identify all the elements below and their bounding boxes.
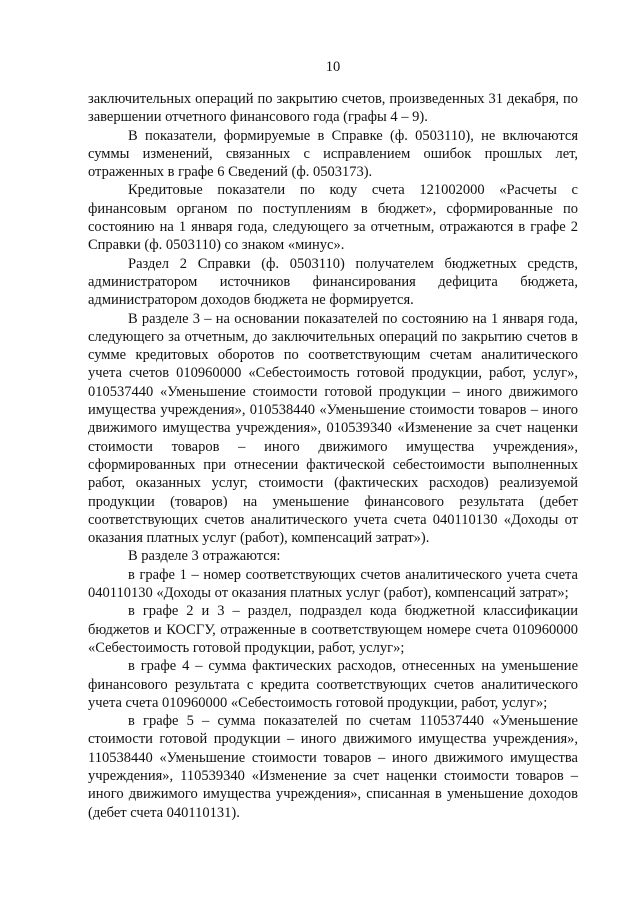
paragraph: Кредитовые показатели по коду счета 121002000 «Расчеты с финансовым органом по поступлениям в бюджет», сформированные по состоянию на 1 января года, следующего за отчетным, отражаются в графе 2 Справки (ф. 0503110) со знаком «минус». xyxy=(88,182,578,254)
paragraph: в графе 4 – сумма фактических расходов, отнесенных на уменьшение финансового результата с кредита соответствующих счетов аналитического учета счета 010960000 «Себестоимость готовой продукции, работ, услуг»; xyxy=(88,658,578,711)
paragraph: В показатели, формируемые в Справке (ф. 0503110), не включаются суммы изменений, связанных с исправлением ошибок прошлых лет, отраженных в графе 6 Сведений (ф. 0503173). xyxy=(88,127,578,181)
paragraph: В разделе 3 отражаются: xyxy=(128,548,281,565)
paragraph-continuation: заключительных операций по закрытию счетов, произведенных 31 декабря, по завершении отчетного финансового года (графы 4 – 9). xyxy=(88,91,578,126)
paragraph: Раздел 2 Справки (ф. 0503110) получателем бюджетных средств, администратором источников финансирования дефицита бюджета, администратором доходов бюджета не формируется. xyxy=(88,255,578,309)
document-body xyxy=(88,90,578,822)
paragraph: В разделе 3 – на основании показателей по состоянию на 1 января года, следующего за отчетным, до заключительных операций по закрытию счетов в сумме кредитовых оборотов по соответствующим счетам аналитического учета счетов 010960000 «Себестоимость готовой продукции, работ, услуг», 010537440 «Уменьшение стоимости готовой продукции – иного движимого имущества учреждения», 010538440 «Уменьшение стоимости товаров – иного движимого имущества учреждения», 010539340 «Изменение за счет наценки стоимости товаров – иного движимого имущества учреждения», сформированных при отнесении фактической себестоимости выполненных работ, оказанных услуг, стоимости (фактических расходов) реализуемой продукции (товаров) на уменьшение финансового результата (дебет соответствующих счетов аналитического учета счета 040110130 «Доходы от оказания платных услуг (работ), компенсаций затрат»). xyxy=(88,310,578,547)
paragraph: в графе 5 – сумма показателей по счетам 110537440 «Уменьшение стоимости готовой продукции – иного движимого имущества учреждения», 110538440 «Уменьшение стоимости товаров – иного движимого имущества учреждения», 110539340 «Изменение за счет наценки стоимости товаров – иного движимого имущества учреждения», списанная в уменьшение доходов (дебет счета 040110131). xyxy=(88,713,578,821)
paragraph: в графе 1 – номер соответствующих счетов аналитического учета счета 040110130 «Доходы от оказания платных услуг (работ), компенсаций затрат»; xyxy=(88,566,578,602)
paragraph: в графе 2 и 3 – раздел, подраздел кода бюджетной классификации бюджетов и КОСГУ, отраженные в соответствующем номере счета 010960000 «Себестоимость готовой продукции, работ, услуг»; xyxy=(88,603,578,656)
page-number: 10 xyxy=(325,59,341,75)
